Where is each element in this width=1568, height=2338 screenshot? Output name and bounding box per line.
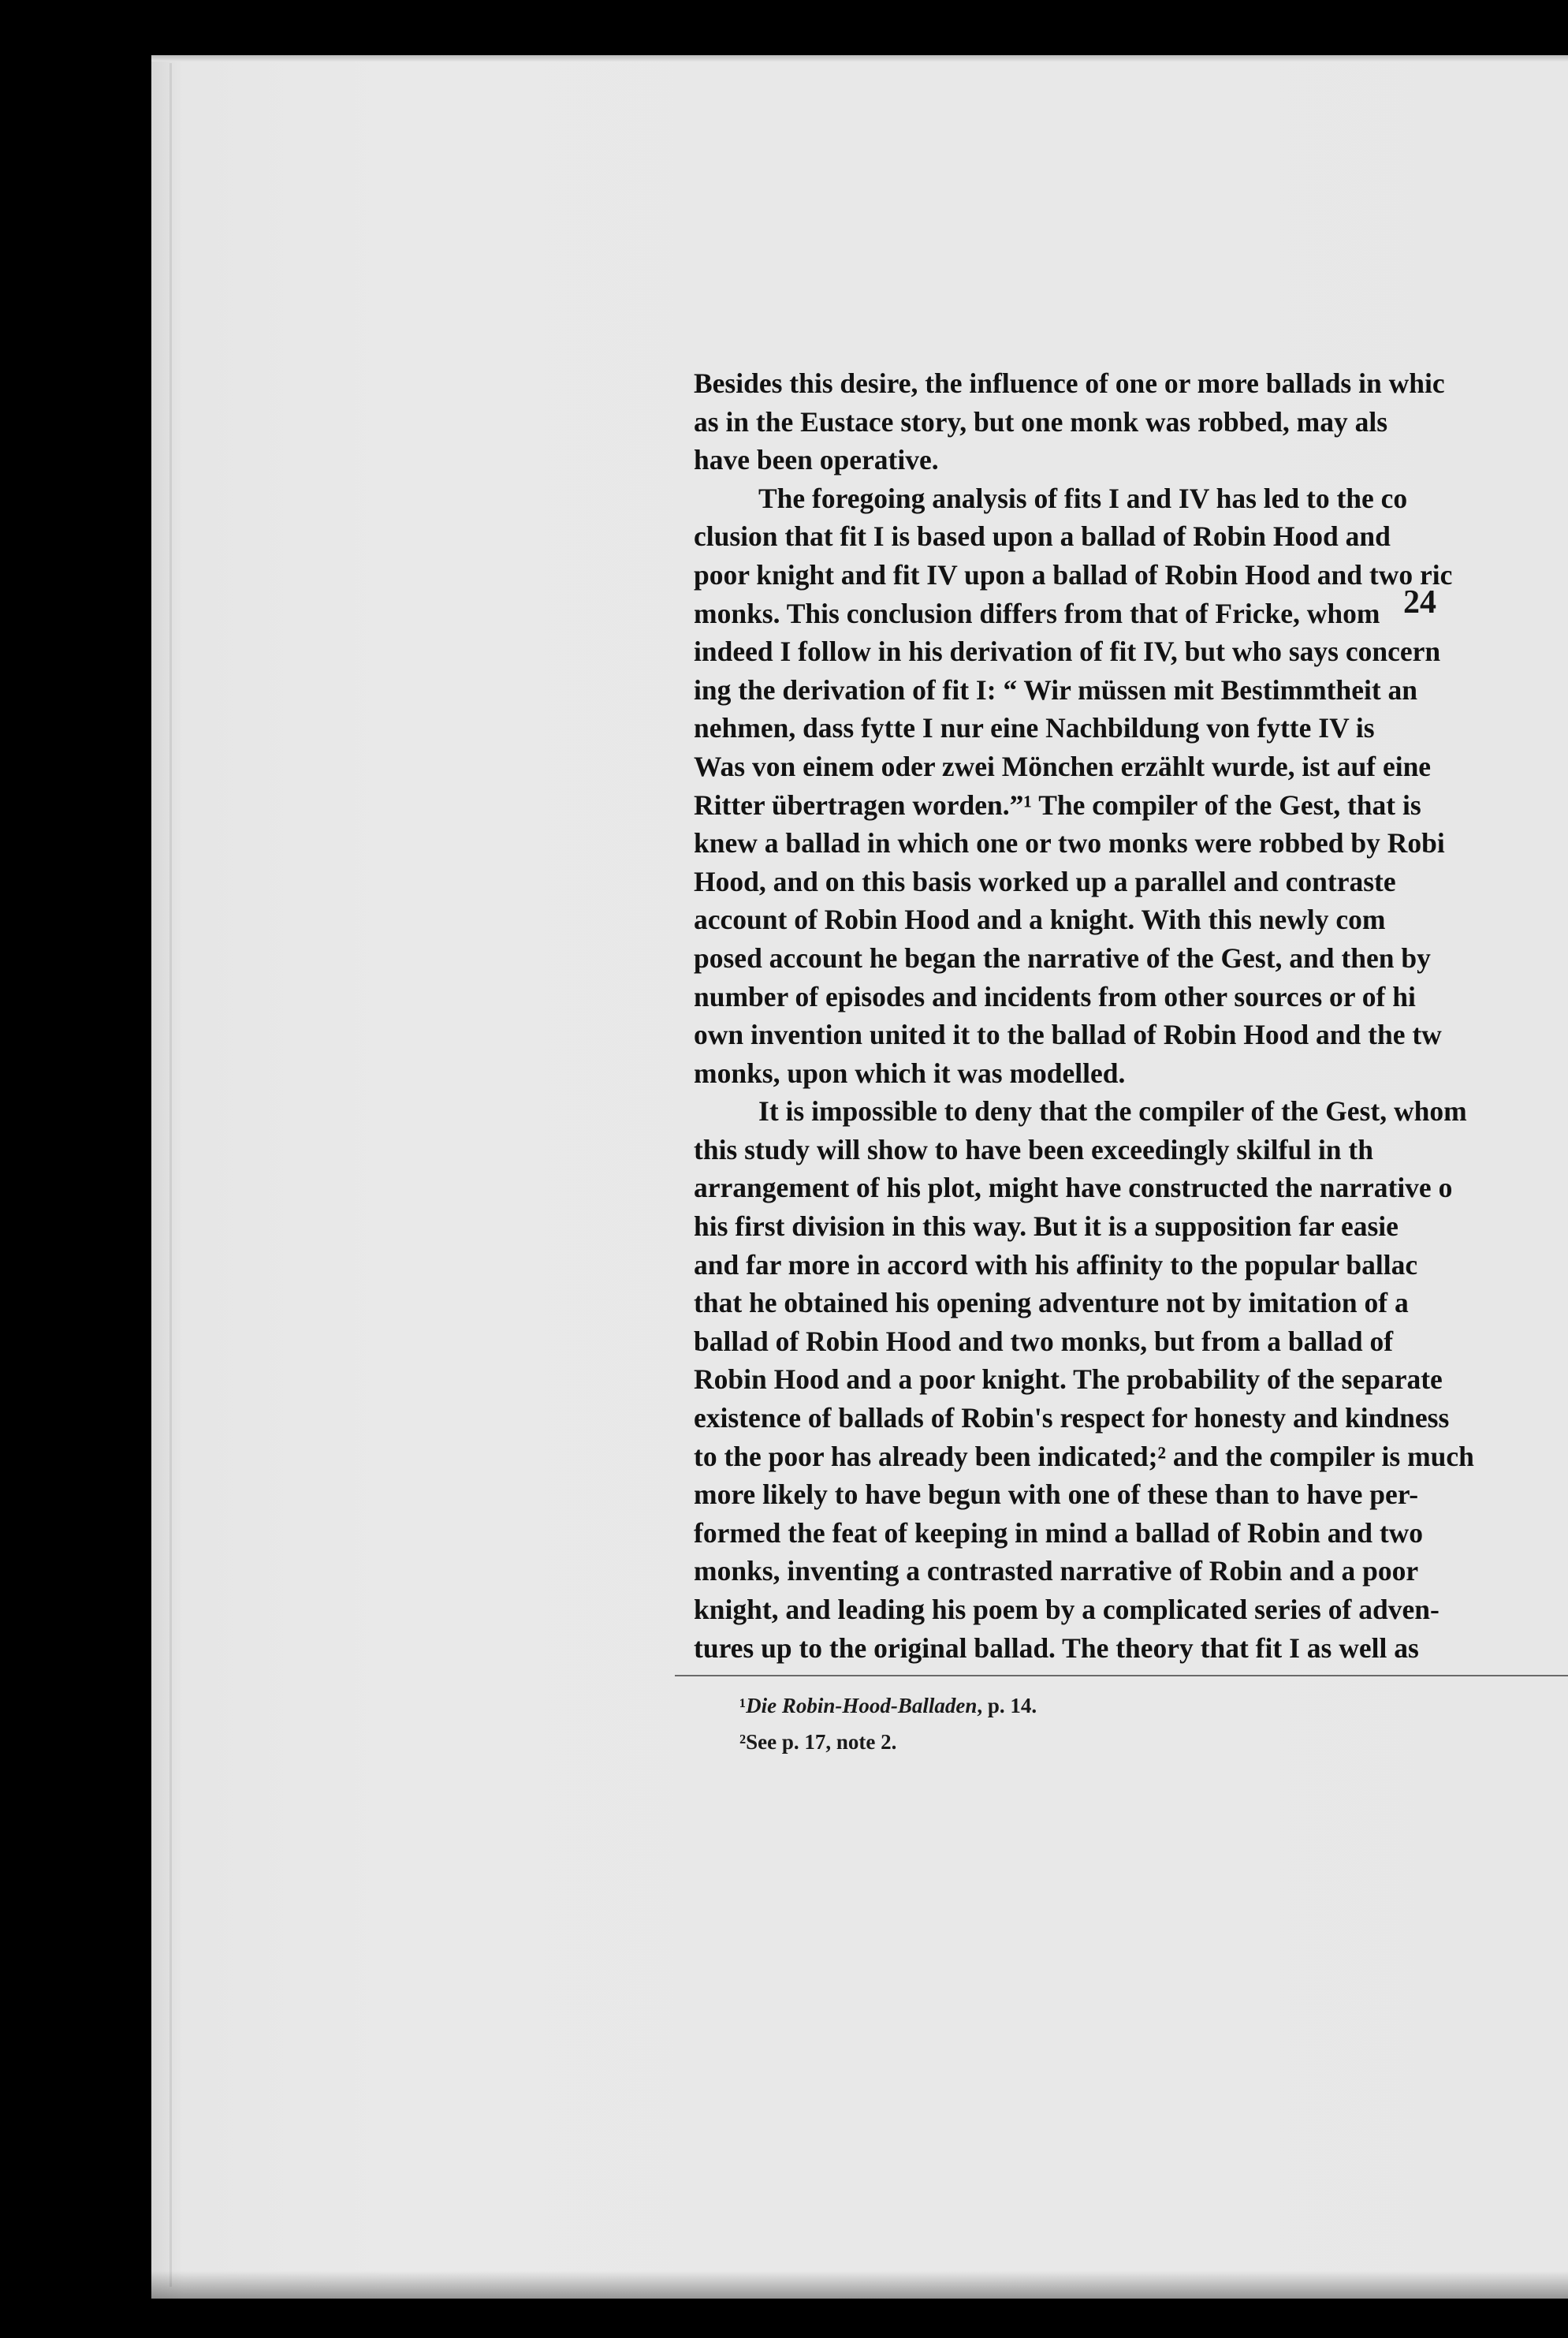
text-line: have been operative. [694,444,939,476]
footnote-marker: ¹ [739,1694,747,1717]
text-line-paragraph-start: It is impossible to deny that the compiler of the Gest, whom [758,1095,1467,1128]
text-line: his first division in this way. But it is a supposition far easie [694,1210,1399,1243]
text-line: Ritter übertragen worden.”¹ The compiler of the Gest, that is [694,789,1421,821]
text-line: ballad of Robin Hood and two monks, but from a ballad of [694,1325,1394,1357]
text-line: number of episodes and incidents from other sources or of hi [694,980,1416,1012]
text-line: that he obtained his opening adventure not by imitation of a [694,1287,1409,1319]
footnote-2-text: See p. 17, note 2. [746,1730,897,1754]
page-number: 24 [1403,584,1436,621]
footnote-divider [675,1675,1568,1676]
text-line-paragraph-start: The foregoing analysis of fits I and IV has led to the co [758,482,1408,514]
text-line: knight, and leading his poem by a complicated series of adven- [694,1594,1440,1625]
text-line: monks, inventing a contrasted narrative of Robin and a poor [694,1555,1419,1587]
text-line: ing the derivation of fit I: “ Wir müssen mit Bestimmtheit an [694,673,1418,706]
text-line: posed account he began the narrative of the Gest, and then by [694,942,1431,974]
text-line: and far more in accord with his affinity to the popular ballac [694,1248,1418,1281]
page-bottom-shadow [151,2271,1568,2299]
page-top-edge [151,55,1568,62]
text-line: as in the Eustace story, but one monk was robbed, may als [694,405,1388,438]
footnote-1-rest: , p. 14. [977,1694,1037,1717]
text-line: indeed I follow in his derivation of fit IV, but who says concern [694,636,1441,668]
footnote-1-title: Die Robin-Hood-Balladen [746,1694,978,1717]
text-line [694,1667,1568,1669]
footnotes [739,1687,1528,1760]
text-line: nehmen, dass fytte I nur eine Nachbildung von fytte IV is [694,712,1375,744]
text-line: this study will show to have been exceedingly skilful in th [694,1133,1373,1165]
text-line: Hood, and on this basis worked up a parallel and contraste [694,865,1396,897]
text-line: monks, upon which it was modelled. [694,1057,1126,1089]
text-line: to the poor has already been indicated;² and the compiler is much [694,1440,1474,1472]
text-line: Besides this desire, the influence of one or more ballads in whic [694,367,1445,399]
text-line: own invention united it to the ballad of Robin Hood and the tw [694,1019,1442,1051]
footnote-2 [739,1724,1528,1760]
text-line: tures up to the original ballad. The theory that fit I as well as [694,1631,1419,1664]
text-line: formed the feat of keeping in mind a ballad of Robin and two [694,1516,1424,1549]
body-text [694,364,1568,1669]
text-line: existence of ballads of Robin's respect for honesty and kindness [694,1402,1450,1434]
page-left-edge [169,63,172,2287]
footnote-1 [739,1687,1528,1724]
text-line: clusion that fit I is based upon a ballad of Robin Hood and [694,520,1391,553]
text-line: monks. This conclusion differs from that of Fricke, whom [694,597,1380,629]
text-line: poor knight and fit IV upon a ballad of Robin Hood and two ric [694,558,1453,591]
text-line: arrangement of his plot, might have constructed the narrative o [694,1172,1453,1204]
footnote-marker: ² [739,1730,747,1754]
text-line: more likely to have begun with one of these than to have per- [694,1478,1419,1511]
text-line: account of Robin Hood and a knight. With this newly com [694,904,1386,936]
text-line: Robin Hood and a poor knight. The probability of the separate [694,1363,1443,1396]
text-line: knew a ballad in which one or two monks were robbed by Robi [694,827,1445,860]
text-line: Was von einem oder zwei Mönchen erzählt wurde, ist auf eine [694,750,1432,782]
